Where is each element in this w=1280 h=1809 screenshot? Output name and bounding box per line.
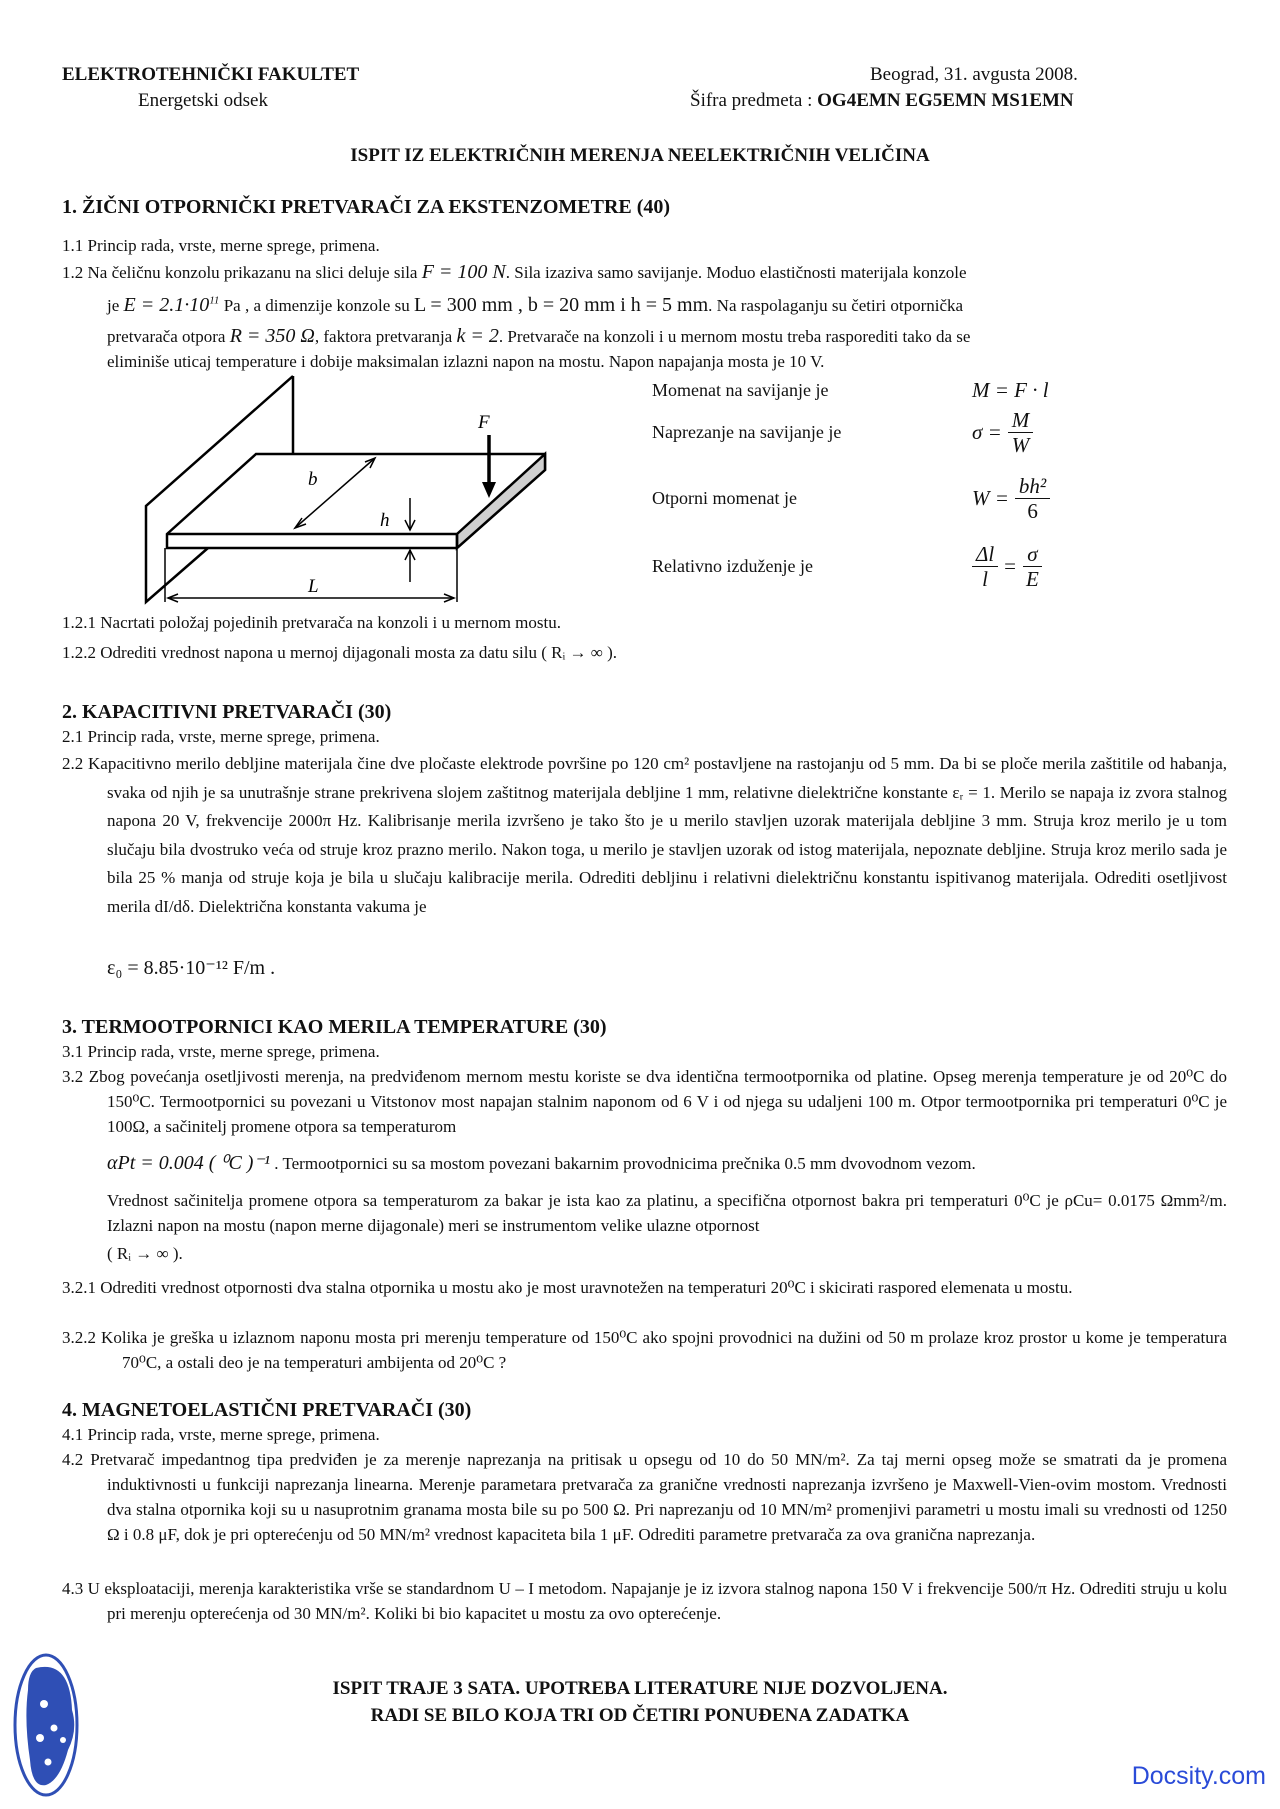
section-4-heading: 4. MAGNETOELASTIČNI PRETVARAČI (30) [62,1399,472,1421]
question-3-2-1: 3.2.1 Odrediti vrednost otpornosti dva stalna otpornika u mostu ako je most uravnotežen na temperaturi 20⁰C i skicirati raspored elemenata u mostu. [62,1278,1073,1297]
cantilever-figure [130,370,560,610]
question-3-2-2: 3.2.2 Kolika je greška u izlaznom naponu mosta pri merenju temperature od 150⁰C ako spojni provodnici na dužini od 50 m prolaze kroz prostor u kome je temperatura 70⁰C, a ostali deo je na temperaturi ambijenta od 20⁰C ? [62,1328,1227,1372]
question-1-2-line4: eliminiše uticaj temperature i dobije maksimalan izlazni napon na mostu. Napon napajanja mosta je 10 V. [107,352,825,371]
formula-label: Momenat na savijanje je [652,380,829,401]
exam-footer [0,1676,1280,1729]
denominator: E [1026,567,1039,592]
text: . Sila izaziva samo savijanje. Moduo elastičnosti materijala konzole [505,263,967,282]
question-4-3: 4.3 U eksploataciji, merenja karakteristika vrše se standardnom U – I metodom. Napajanje je iz izvora stalnog napona 150 V i frekvencije 500/π Hz. Odrediti struju u kolu pri merenju opterećenja od 30 MN/m². Koliki bi bio kapacitet u mostu za ovo opterećenje. [62,1579,1227,1623]
fraction [1022,542,1043,591]
question-4-1: 4.1 Princip rada, vrste, merne sprege, primena. [62,1425,380,1444]
question-3-2-ri: ( Rᵢ → ∞ ). [107,1244,183,1263]
question-2-1: 2.1 Princip rada, vrste, merne sprege, primena. [62,727,380,746]
text: 1.2 Na čeličnu konzolu prikazanu na slici deluje sila [62,263,418,282]
text: . Pretvarače na konzoli i u mernom mostu treba rasporediti tako da se [498,327,971,346]
course-codes: OG4EMN EG5EMN MS1EMN [817,89,1074,111]
question-1-2-line2 [107,292,963,319]
text: E = 2.1·10 [123,294,210,316]
denominator: W [1011,433,1030,458]
text: . Termootpornici su sa mostom povezani bakarnim provodnicima prečnika 0.5 mm dvovodnom vezom. [274,1154,976,1173]
numerator: σ [1023,542,1041,567]
formula-relative-elongation [652,542,1092,591]
question-3-2-alpha-line [107,1150,976,1177]
question-3-1: 3.1 Princip rada, vrste, merne sprege, primena. [62,1042,380,1061]
question-3-2-intro: 3.2 Zbog povećanja osetljivosti merenja, na predviđenom mernom mestu koriste se dva identična termootpornika od platine. Opseg merenja temperature je od 20⁰C do 150⁰C. Termootpornici su povezani u Vitstonov most napajan stalnim naponom od 6 V i od njega su udaljeni 100 m. Otpor termootpornika pri temperaturi 0⁰C je 100Ω, a sačinitelj promene otpora sa temperaturom [62,1067,1227,1136]
text: , faktora pretvaranja [314,327,453,346]
formula-bending-stress [652,408,1092,457]
alpha-coefficient: αPt = 0.004 ( ⁰C )⁻¹ [107,1152,270,1174]
question-2-2: 2.2 Kapacitivno merilo debljine materijala čine dve pločaste elektrode površine po 120 cm² postavljene na rastojanju od 5 mm. Da bi se ploče merila zaštitile od habanja, svaka od njih je sa unutrašnje strane prekrivena slojem zaštitnog materijala debljine 1 mm, relativne dielektrične konstante εᵣ = 1. Merilo se napaja iz zvora stalnog napona 20 V, frekvencije 2000π Hz. Kalibrisanje merila izvršeno je tako što je u merilo stavljen uzorak materijala debljine 3 mm. Struja kroz merilo je u tom slučaju bila dvostruko veća od struje kroz prazno merilo. Nakon toga, u merilo je stavljen uzorak od istog materijala, nepoznate debljine. Struja kroz merilo sada je bila 25 % manja od struje koja je bila u slučaju kalibracije merila. Odrediti debljinu i relativni dielektričnu konstantu ispitivanog materijala. Odrediti osetljivost merila dI/dδ. Dielektrična konstanta vakuma je [62,754,1227,916]
question-1-2-2: 1.2.2 Odrediti vrednost napona u mernoj dijagonali mosta za datu silu ( Rᵢ → ∞ ). [62,643,618,662]
equals-sign: = [1004,554,1017,579]
figure-label-F: F [478,412,490,433]
question-1-2-line3 [107,323,970,350]
faculty-name: ELEKTROTEHNIČKI FAKULTET [62,64,360,85]
section-1-heading: 1. ŽIČNI OTPORNIČKI PRETVARAČI ZA EKSTENZOMETRE (40) [62,196,671,218]
docsity-watermark-link[interactable]: Docsity.com [1131,1762,1266,1790]
formula-label: Naprezanje na savijanje je [652,422,842,443]
course-code-label: Šifra predmeta : [690,89,813,111]
formula-label: Otporni momenat je [652,488,797,509]
formula-bending-moment [652,376,1092,404]
question-4-2: 4.2 Pretvarač impedantnog tipa predviđen je za merenje naprezanja na pritisak u opsegu od 10 do 50 MN/m². Za taj merni opseg može se smatrati da je promena induktivnosti u funkciji naprezanja linearna. Merenje parametara pretvarača za granične vrednosti naprezanja izvršeno je Maxwell-Vien-ovim mostom. Vrednosti dva stalna otpornika koji su u nasuprotnim granama mosta bile su po 500 Ω. Pri naprezanju od 10 MN/m² promenjivi parametri u mostu imali su vrednosti od 1250 Ω i 0.8 μF, dok je pri opterećenju od 50 MN/m² vrednost kapaciteta bila 1 μF. Odrediti parametre pretvarača za ova granična naprezanja. [62,1450,1227,1544]
formula-section-modulus [652,474,1092,523]
dimensions-value: L = 300 mm , b = 20 mm i h = 5 mm [413,294,709,316]
denominator: 6 [1027,499,1038,524]
text: pretvarača otpora [107,327,226,346]
gauge-factor-value: k = 2 [456,325,499,347]
text: Pa , a dimenzije konzole su [223,296,410,315]
lhs: σ = [972,420,1002,445]
section-2-heading: 2. KAPACITIVNI PRETVARAČI (30) [62,701,392,723]
formula-expression: M = F · l [972,378,1049,402]
fraction [1015,474,1050,523]
question-1-2-line1 [62,259,967,286]
force-value: F = 100 N [421,261,506,283]
text: je [107,296,120,315]
text: . Na raspolaganju su četiri otpornička [708,296,964,315]
footer-line-1: ISPIT TRAJE 3 SATA. UPOTREBA LITERATURE NIJE DOZVOLJENA. [332,1678,948,1699]
department-name: Energetski odsek [138,89,268,111]
numerator: Δl [972,542,998,567]
modulus-value [124,294,220,316]
docsity-logo-icon [10,1650,82,1800]
denominator: l [982,567,988,592]
footer-line-2: RADI SE BILO KOJA TRI OD ČETIRI PONUĐENA ZADATKA [370,1704,910,1726]
fraction [1008,408,1034,457]
question-3-2-copper: Vrednost sačinitelja promene otpora sa temperaturom za bakar je ista kao za platinu, a specifična otpornost bakra pri temperaturi 0⁰C je ρCu= 0.0175 Ωmm²/m. Izlazni napon na mostu (napon merne dijagonale) meri se instrumentom velike ulazne otpornost [107,1191,1227,1235]
formula-expression [972,408,1033,457]
figure-label-L: L [308,576,319,597]
vacuum-permittivity: ε₀ = 8.85·10⁻¹² F/m . [107,957,276,979]
section-3-heading: 3. TERMOOTPORNICI KAO MERILA TEMPERATURE (30) [62,1016,607,1038]
place-date: Beograd, 31. avgusta 2008. [870,64,1078,85]
numerator: bh² [1015,474,1050,499]
exam-title: ISPIT IZ ELEKTRIČNIH MERENJA NEELEKTRIČNIH VELIČINA [350,145,930,166]
numerator: M [1008,408,1034,433]
formula-label: Relativno izduženje je [652,556,813,577]
header-right [690,62,1078,113]
header-left [62,62,359,113]
exponent: 11 [209,294,220,307]
lhs: W = [972,486,1009,511]
resistance-value: R = 350 Ω [229,325,315,347]
question-1-2-1: 1.2.1 Nacrtati položaj pojedinih pretvarača na konzoli i u mernom mostu. [62,613,561,632]
figure-label-b: b [308,469,318,490]
fraction [972,542,998,591]
figure-label-h: h [380,510,390,531]
formula-expression [972,542,1043,591]
formula-expression [972,474,1050,523]
question-1-1: 1.1 Princip rada, vrste, merne sprege, primena. [62,236,380,255]
